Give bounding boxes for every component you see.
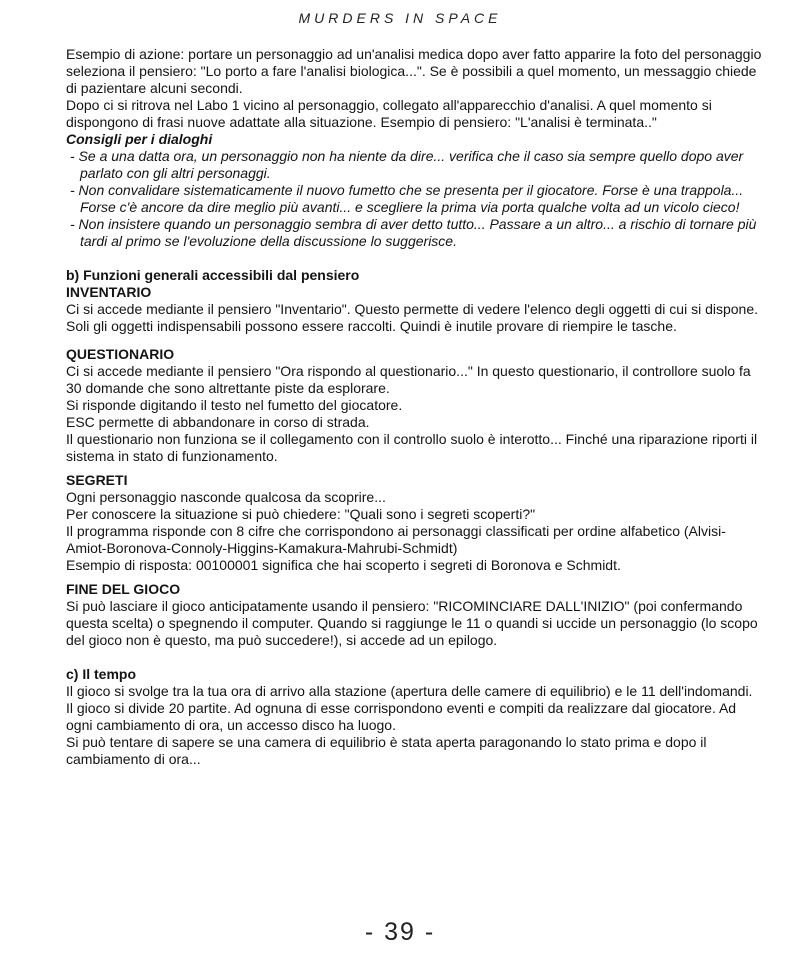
section-c-title: c) Il tempo (66, 666, 137, 682)
dialog-tip-2: - Non convalidare sistematicamente il nuovo fumetto che se presenta per il giocatore. Forse è una trappola... Forse c'è ancore da dire meglio più avanti... e scegliere la prima via porta qualche volta ad un vicolo cieco! (70, 182, 744, 215)
intro-paragraph-1: Esempio di azione: portare un personaggio ad un'analisi medica dopo aver fatto apparire la foto del personaggio seleziona il pensiero: "Lo porto a fare l'analisi biologica...". Se è possibili a quel momento, un messaggio chiede di pazientare alcuni secondi. (66, 46, 762, 96)
segreti-text-2: Per conoscere la situazione si può chiedere: "Quali sono i segreti scoperti?" (66, 506, 536, 522)
tempo-text-2: Il gioco si divide 20 partite. Ad ognuna di esse corrispondono eventi e compiti da realizzare dal giocatore. Ad ogni cambiamento di ora, un accesso disco ha luogo. (66, 700, 737, 733)
questionario-text-2: Si risponde digitando il testo nel fumetto del giocatore. (66, 397, 403, 413)
questionario-text-1: Ci si accede mediante il pensiero "Ora rispondo al questionario..." In questo questionario, il controllore suolo fa 30 domande che sono altrettante piste da esplorare. (66, 363, 751, 396)
segreti-text-4: Esempio di risposta: 00100001 significa che hai scoperto i segreti di Boronova e Schmidt. (66, 557, 621, 573)
dialog-tips-title: Consigli per i dialoghi (66, 131, 213, 147)
dialog-tip-1: - Se a una datta ora, un personaggio non ha niente da dire... verifica che il caso sia sempre quello dopo aver parlato con gli altri personaggi. (70, 148, 744, 181)
segreti-text-1: Ogni personaggio nasconde qualcosa da scoprire... (66, 489, 386, 505)
tempo-text-3: Si può tentare di sapere se una camera di equilibrio è stata aperta paragonando lo stato prima e dopo il cambiamento di ora... (66, 734, 707, 767)
page-content (66, 46, 766, 768)
inventario-text: Ci si accede mediante il pensiero "Inventario". Questo permette di vedere l'elenco degli oggetti di cui si dispone. Soli gli oggetti indispensabili possono essere raccolti. Quindi è inutile provare di riempire le tasche. (66, 301, 759, 334)
section-b-title: b) Funzioni generali accessibili dal pensiero (66, 267, 360, 283)
intro-paragraph-2: Dopo ci si ritrova nel Labo 1 vicino al personaggio, collegato all'apparecchio d'analisi. A quel momento si dispongono di frasi nuove adattate alla situazione. Esempio di pensiero: "L'analisi è terminata.." (66, 97, 712, 130)
questionario-title: QUESTIONARIO (66, 346, 175, 362)
fine-gioco-title: FINE DEL GIOCO (66, 581, 181, 597)
page-number: - 39 - (364, 918, 436, 946)
tempo-text-1: Il gioco si svolge tra la tua ora di arrivo alla stazione (apertura delle camere di equilibrio) e le 11 dell'indomandi. (66, 683, 753, 699)
dialog-tip-3: - Non insistere quando un personaggio sembra di aver detto tutto... Passare a un altro... a rischio di tornare più tardi al primo se l'evoluzione della discussione lo suggerisce. (70, 216, 757, 249)
questionario-text-4: Il questionario non funziona se il collegamento con il controllo suolo è interotto... Finché una riparazione riporti il sistema in stato di funzionamento. (66, 431, 758, 464)
page-header: MURDERS IN SPACE (298, 10, 502, 26)
segreti-text-3: Il programma risponde con 8 cifre che corrispondono ai personaggi classificati per ordine alfabetico (Alvisi-Amiot-Boronova-Connoly-Higgins-Kamakura-Mahrubi-Schmidt) (66, 523, 726, 556)
fine-gioco-text: Si può lasciare il gioco anticipatamente usando il pensiero: "RICOMINCIARE DALL'INIZIO" (poi confermando questa scelta) o spegnendo il computer. Quando si raggiunge le 11 o quandi si uccide un personaggio (lo scopo del gioco non è questo, ma può succedere!), si accede ad un epilogo. (66, 598, 758, 648)
inventario-title: INVENTARIO (66, 284, 152, 300)
questionario-text-3: ESC permette di abbandonare in corso di strada. (66, 414, 370, 430)
segreti-title: SEGRETI (66, 472, 128, 488)
